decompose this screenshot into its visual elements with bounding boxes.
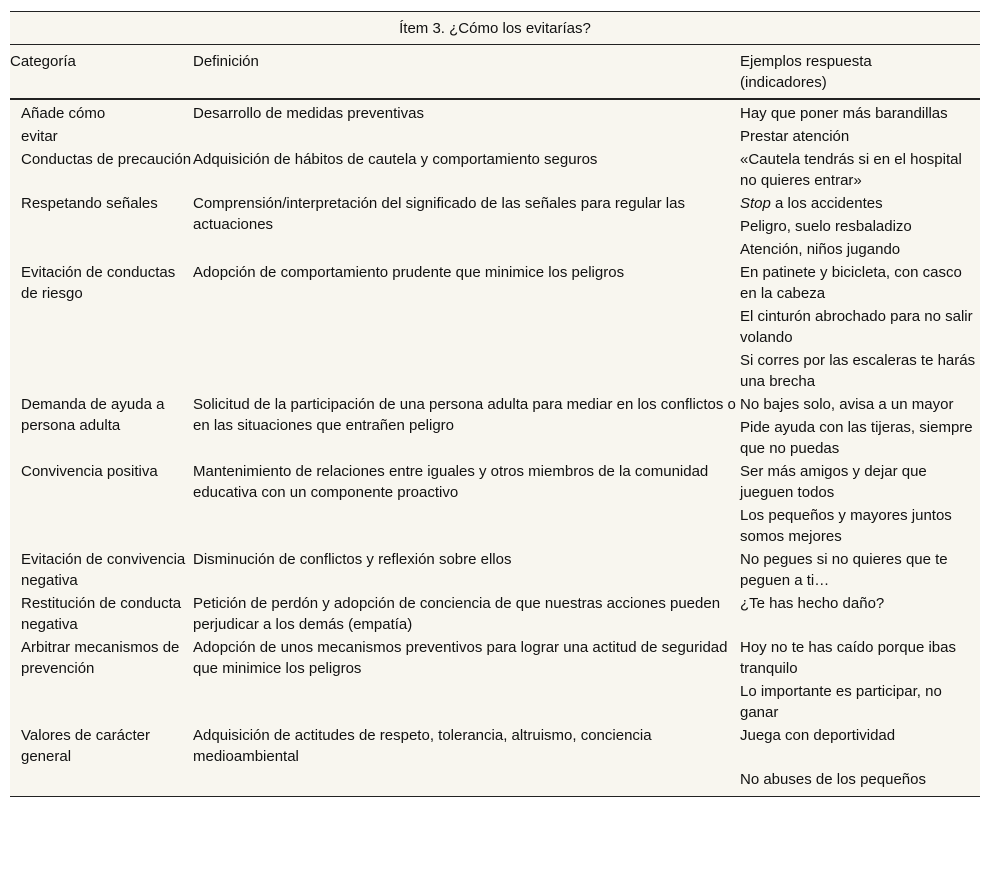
- examples-cell: [740, 591, 980, 635]
- examples-cell: [740, 99, 980, 124]
- example-spacer: [740, 746, 980, 769]
- category-cell: Demanda de ayuda a persona adulta: [21, 396, 165, 434]
- examples-cell: [740, 392, 980, 459]
- category-cell: Evitación de convivencia negativa: [21, 551, 186, 589]
- definition-cell: Adquisición de hábitos de cautela y comportamiento seguros: [193, 151, 598, 168]
- example-item: Pide ayuda con las tijeras, siempre que no puedas: [740, 419, 973, 457]
- example-item: Prestar atención: [740, 128, 850, 145]
- example-item: Si corres por las escaleras te harás una brecha: [740, 352, 976, 390]
- example-item: Peligro, suelo resbaladizo: [740, 218, 912, 235]
- example-item: ¿Te has hecho daño?: [740, 595, 885, 612]
- example-item: El cinturón abrochado para no salir volando: [740, 308, 973, 346]
- definition-cell: [193, 124, 740, 147]
- header-definicion: Definición: [193, 45, 740, 100]
- header-categoria: Categoría: [10, 45, 193, 100]
- table-row: [10, 547, 980, 591]
- table-row: [10, 635, 980, 723]
- example-item: Lo importante es participar, no ganar: [740, 683, 942, 721]
- example-item: [740, 193, 980, 214]
- categories-table: [10, 11, 980, 797]
- example-item: En patinete y bicicleta, con casco en la cabeza: [740, 264, 962, 302]
- definition-cell: Adopción de comportamiento prudente que minimice los peligros: [193, 264, 625, 281]
- examples-cell: [740, 723, 980, 797]
- example-item: No bajes solo, avisa a un mayor: [740, 396, 954, 413]
- example-item: No abuses de los pequeños: [740, 771, 926, 788]
- table-row: [10, 392, 980, 459]
- table-row: [10, 459, 980, 547]
- header-ejemplos: [740, 45, 980, 100]
- table-container: [10, 11, 980, 797]
- examples-cell: [740, 191, 980, 260]
- example-item: Hay que poner más barandillas: [740, 105, 948, 122]
- table-row: [10, 260, 980, 392]
- definition-cell: Comprensión/interpretación del significado de las señales para regular las actuaciones: [193, 195, 685, 233]
- header-ejemplos-line1: Ejemplos respuesta: [740, 53, 872, 70]
- category-cell: Restitución de conducta negativa: [21, 595, 182, 633]
- category-cell: Respetando señales: [21, 195, 158, 212]
- definition-cell: Solicitud de la participación de una persona adulta para mediar en los conflictos o en las situaciones que entrañen peligro: [193, 396, 736, 434]
- example-item: Atención, niños jugando: [740, 241, 901, 258]
- example-item: «Cautela tendrás si en el hospital no quieres entrar»: [740, 151, 962, 189]
- definition-cell: Adquisición de actitudes de respeto, tolerancia, altruismo, conciencia medioambiental: [193, 723, 740, 797]
- category-cell: Conductas de precaución: [21, 151, 192, 168]
- header-ejemplos-line2: (indicadores): [740, 74, 827, 91]
- examples-cell: [740, 260, 980, 392]
- category-cell: evitar: [21, 128, 58, 145]
- example-item: Los pequeños y mayores juntos somos mejores: [740, 507, 952, 545]
- table-row: [10, 124, 980, 147]
- definition-cell: Desarrollo de medidas preventivas: [193, 105, 424, 122]
- example-italic: Stop: [740, 195, 771, 212]
- category-cell: Arbitrar mecanismos de prevención: [21, 639, 180, 677]
- example-item: No pegues si no quieres que te peguen a ti…: [740, 551, 948, 589]
- examples-cell: [740, 124, 980, 147]
- table-row: [10, 147, 980, 191]
- table-row: [10, 723, 980, 797]
- example-rest: a los accidentes: [770, 195, 883, 212]
- examples-cell: [740, 459, 980, 547]
- table-caption: Ítem 3. ¿Cómo los evitarías?: [10, 12, 980, 45]
- examples-cell: [740, 547, 980, 591]
- definition-cell: Petición de perdón y adopción de conciencia de que nuestras acciones pueden perjudicar a los demás (empatía): [193, 595, 721, 633]
- example-item: Hoy no te has caído porque ibas tranquilo: [740, 639, 956, 677]
- example-item: Juega con deportividad: [740, 727, 896, 744]
- examples-cell: [740, 147, 980, 191]
- examples-cell: [740, 635, 980, 723]
- definition-cell: Mantenimiento de relaciones entre iguales y otros miembros de la comunidad educativa con un componente proactivo: [193, 463, 709, 501]
- example-item: Ser más amigos y dejar que jueguen todos: [740, 463, 927, 501]
- header-row: [10, 45, 980, 100]
- table-row: [10, 591, 980, 635]
- category-cell: Añade cómo: [21, 105, 106, 122]
- table-row: [10, 191, 980, 260]
- category-cell: Evitación de conductas de riesgo: [21, 264, 176, 302]
- category-cell: Valores de carácter general: [10, 723, 193, 797]
- definition-cell: Adopción de unos mecanismos preventivos para lograr una actitud de seguridad que minimice los peligros: [193, 639, 728, 677]
- category-cell: Convivencia positiva: [21, 463, 158, 480]
- table-row: [10, 99, 980, 124]
- definition-cell: Disminución de conflictos y reflexión sobre ellos: [193, 551, 512, 568]
